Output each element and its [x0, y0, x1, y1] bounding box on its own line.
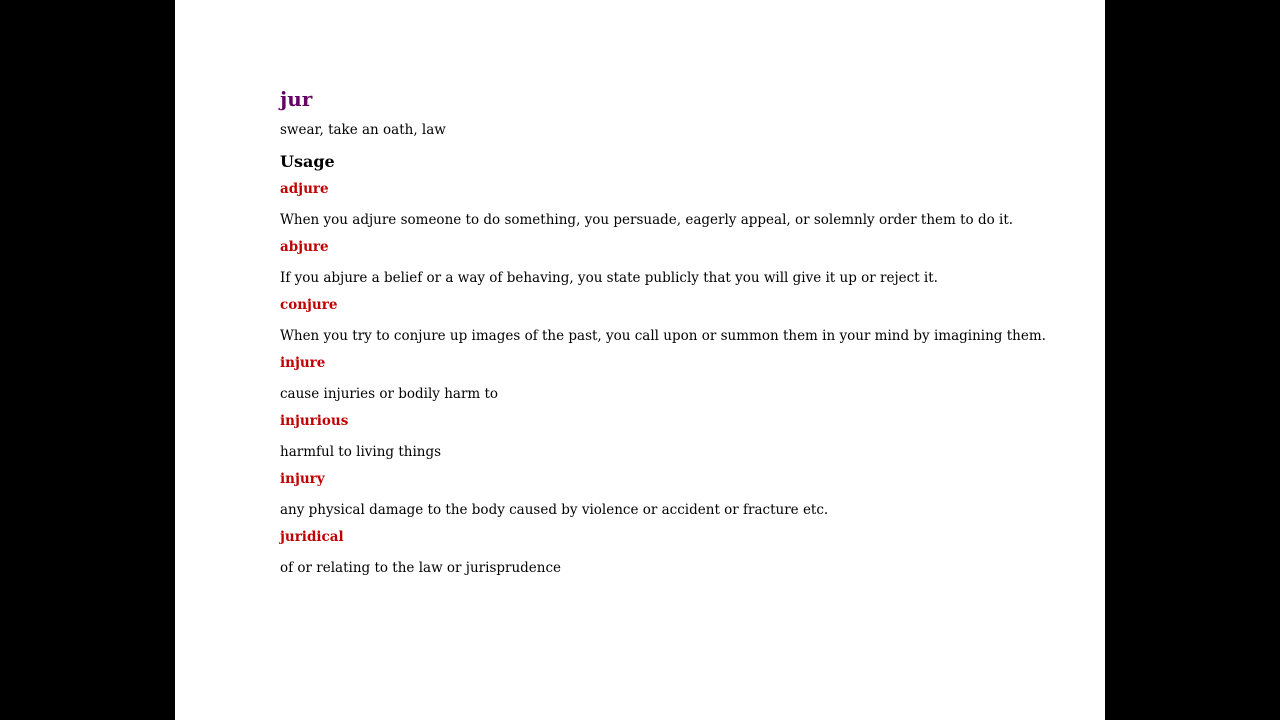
entry-word: adjure [280, 181, 329, 197]
usage-heading: Usage [280, 152, 335, 171]
usage-entry [280, 468, 1080, 522]
entry-definition: cause injuries or bodily harm to [280, 386, 499, 402]
entry-word: injurious [280, 413, 349, 429]
entry-word: injury [280, 471, 325, 487]
usage-entry [280, 410, 1080, 464]
usage-entry [280, 178, 1080, 232]
usage-entry [280, 352, 1080, 406]
entry-definition: any physical damage to the body caused by violence or accident or fracture etc. [280, 502, 829, 518]
entry-definition: harmful to living things [280, 444, 442, 460]
usage-entry [280, 526, 1080, 580]
document-content [280, 84, 1080, 580]
usage-entries [280, 178, 1080, 580]
entry-definition: If you abjure a belief or a way of behaving, you state publicly that you will give it up or reject it. [280, 270, 938, 286]
entry-definition: When you try to conjure up images of the past, you call upon or summon them in your mind by imagining them. [280, 328, 1046, 344]
entry-word: injure [280, 355, 326, 371]
entry-definition: of or relating to the law or jurisprudence [280, 560, 562, 576]
document-page [175, 0, 1105, 720]
entry-word: conjure [280, 297, 338, 313]
root-term: jur [280, 87, 313, 111]
entry-word: abjure [280, 239, 329, 255]
entry-word: juridical [280, 529, 344, 545]
usage-entry [280, 294, 1080, 348]
entry-definition: When you adjure someone to do something, you persuade, eagerly appeal, or solemnly order them to do it. [280, 212, 1014, 228]
root-meaning: swear, take an oath, law [280, 122, 446, 138]
usage-entry [280, 236, 1080, 290]
